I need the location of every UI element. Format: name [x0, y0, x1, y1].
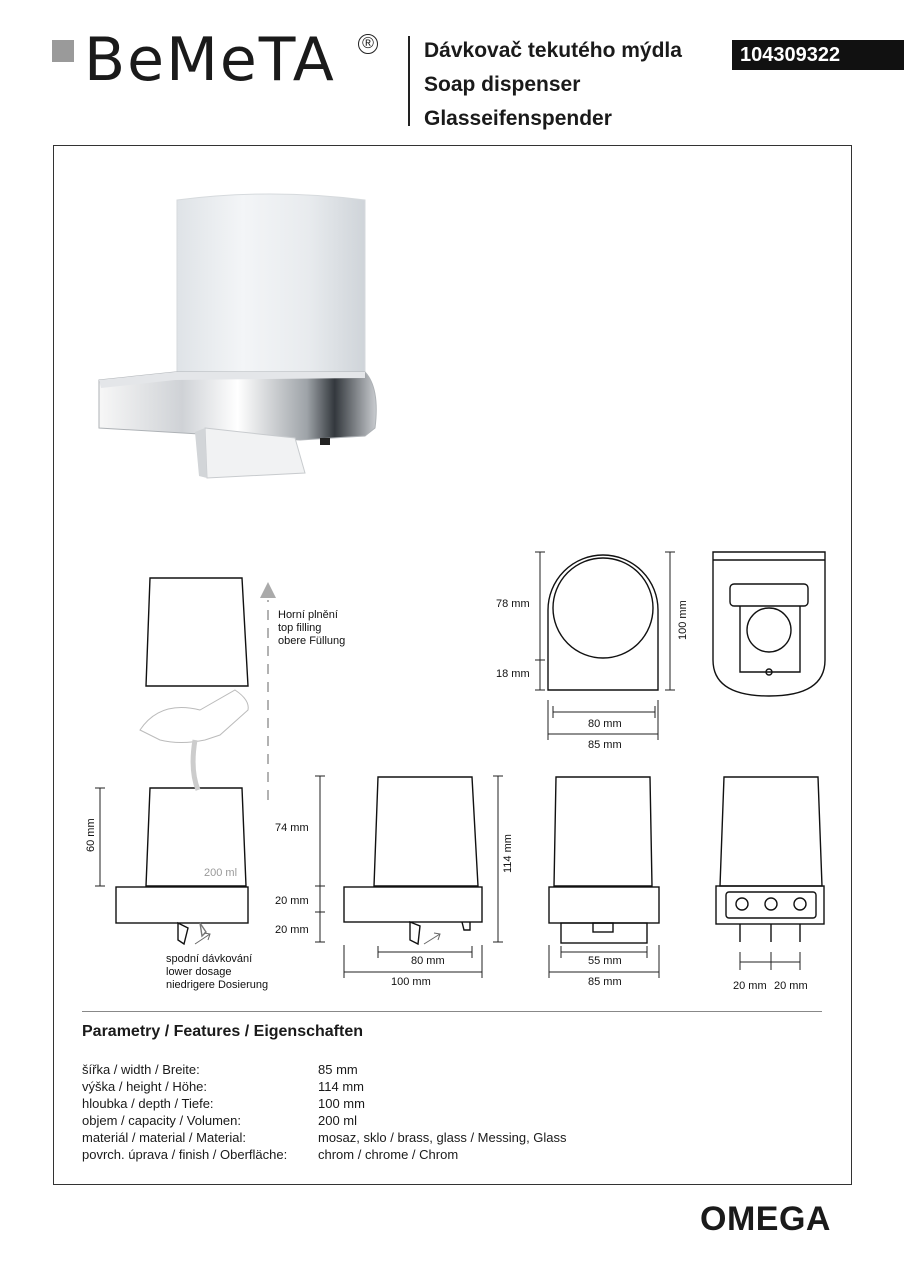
lower-dosage-line3: niedrigere Dosierung — [166, 979, 269, 991]
dim-74: 74 mm — [275, 822, 309, 834]
dim-85-top: 85 mm — [588, 739, 622, 751]
product-titles — [424, 34, 682, 136]
feature-label: šířka / width / Breite: — [82, 1062, 200, 1077]
top-filling-line1: Horní plnění — [278, 609, 338, 621]
dim-85-side: 85 mm — [588, 976, 622, 988]
dim-20-c: 20 mm — [733, 980, 767, 992]
dim-55: 55 mm — [588, 955, 622, 967]
top-filling-line2: top filling — [278, 622, 322, 634]
feature-value: chrom / chrome / Chrom — [318, 1147, 459, 1162]
dim-18: 18 mm — [496, 668, 530, 680]
lower-dosage-line1: spodní dávkování — [166, 953, 253, 965]
cup-front-view — [374, 777, 478, 886]
top-filling-line3: obere Füllung — [278, 635, 346, 647]
feature-label: hloubka / depth / Tiefe: — [82, 1096, 214, 1111]
dim-100-horizontal: 100 mm — [391, 976, 431, 988]
capacity-mark: 200 ml — [204, 867, 238, 879]
holder-front-view — [344, 887, 482, 922]
dim-60: 60 mm — [85, 818, 97, 852]
top-view-circle — [553, 558, 653, 658]
holder-side-view — [549, 887, 659, 923]
header-separator — [408, 36, 410, 126]
feature-value: 85 mm — [318, 1062, 358, 1077]
glass-cup — [177, 194, 365, 383]
product-photo — [95, 188, 395, 488]
technical-drawing — [54, 540, 844, 1010]
features-title: Parametry / Features / Eigenschaften — [82, 1023, 363, 1040]
dim-114: 114 mm — [502, 834, 514, 873]
lower-dosage-line2: lower dosage — [166, 966, 232, 978]
cup-back-view — [720, 777, 822, 886]
logo-square — [52, 40, 74, 62]
dim-100-vertical: 100 mm — [677, 600, 689, 640]
dim-80-front: 80 mm — [411, 955, 445, 967]
dim-20-d: 20 mm — [774, 980, 808, 992]
title-german: Glasseifenspender — [424, 107, 612, 130]
title-czech: Dávkovač tekutého mýdla — [424, 39, 682, 62]
cup-top-filling — [146, 578, 248, 686]
series-name: OMEGA — [700, 1200, 831, 1238]
feature-value: 100 mm — [318, 1096, 365, 1111]
features-divider — [82, 1011, 822, 1012]
dim-20-b: 20 mm — [275, 924, 309, 936]
title-english: Soap dispenser — [424, 73, 581, 96]
feature-value: 200 ml — [318, 1113, 358, 1128]
feature-label: povrch. úprava / finish / Oberfläche: — [82, 1147, 288, 1162]
feature-value: 114 mm — [318, 1079, 364, 1094]
feature-label: objem / capacity / Volumen: — [82, 1113, 241, 1128]
product-code: 104309322 — [732, 40, 904, 70]
cup-side-view — [554, 777, 652, 886]
dim-78: 78 mm — [496, 598, 530, 610]
brand-logo: BeMeTA — [84, 25, 336, 95]
registered-mark: ® — [358, 34, 378, 54]
dim-20-a: 20 mm — [275, 895, 309, 907]
holder-left-view — [116, 887, 248, 923]
hand-illustration — [140, 690, 248, 743]
feature-label: materiál / material / Material: — [82, 1130, 246, 1145]
feature-label: výška / height / Höhe: — [82, 1079, 208, 1094]
feature-value: mosaz, sklo / brass, glass / Messing, Glass — [318, 1130, 567, 1145]
dim-80-top: 80 mm — [588, 718, 622, 730]
